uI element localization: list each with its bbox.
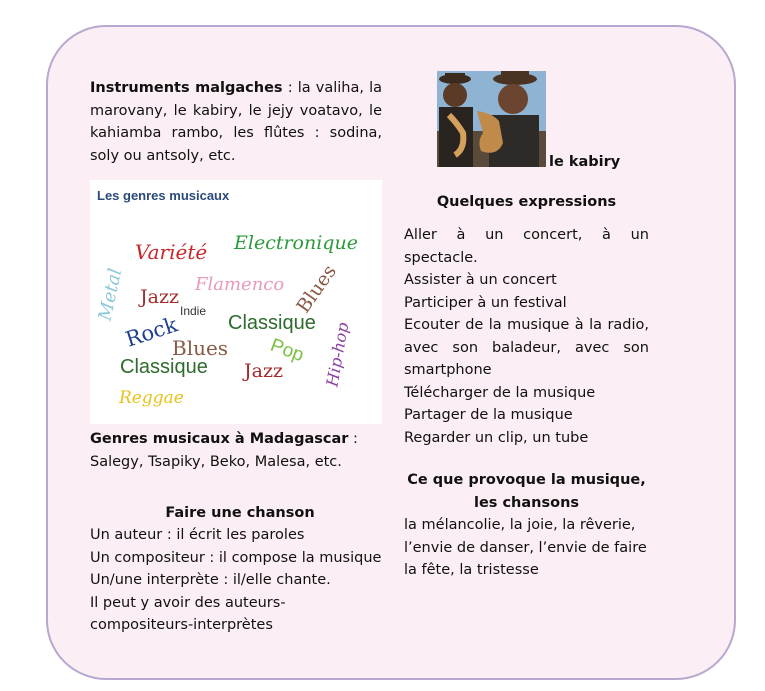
word-classique-2: Classique <box>120 356 208 378</box>
provoque-text: la mélancolie, la joie, la rêverie, l’envie de danser, l’envie de faire la fête, la tristesse <box>404 517 647 578</box>
chanson-line: Un/une interprète : il/elle chante. <box>90 572 331 588</box>
expression-line: Regarder un clip, un tube <box>404 429 589 446</box>
instruments-heading: Instruments malgaches <box>90 80 283 96</box>
word-classique-1: Classique <box>228 312 316 334</box>
expression-line: Partager de la musique <box>404 407 573 423</box>
expression-line: Participer à un festival <box>404 294 567 311</box>
wordcloud-title: Les genres musicaux <box>97 188 230 203</box>
expression-line: Assister à un concert <box>404 272 557 288</box>
expression-line: Télécharger de la musique <box>404 384 596 401</box>
chanson-line: Un compositeur : il compose la musique <box>90 549 382 566</box>
kabiry-photo-illustration <box>437 71 546 167</box>
chanson-line: Il peut y avoir des auteurs-compositeurs-interprètes <box>90 594 286 633</box>
genres-text: : Salegy, Tsapiky, Beko, Malesa, etc. <box>90 431 358 470</box>
genres-paragraph <box>90 428 385 473</box>
kabiry-photo <box>437 71 546 167</box>
chanson-line: Un auteur : il écrit les paroles <box>90 527 305 543</box>
expression-line: Aller à un concert, à un spectacle. <box>404 227 649 266</box>
expression-line: Ecouter de la musique à la radio, avec son baladeur, avec son smartphone <box>404 317 649 378</box>
provoque-heading: Ce que provoque la musique, les chansons <box>407 472 646 511</box>
word-flamenco: Flamenco <box>195 274 285 295</box>
instruments-paragraph <box>90 77 382 167</box>
genres-heading: Genres musicaux à Madagascar <box>90 431 349 447</box>
chanson-list <box>90 524 395 637</box>
expressions-list <box>404 224 649 449</box>
word-rock: Rock <box>122 312 181 352</box>
word-jazz-1: Jazz <box>140 286 179 308</box>
chanson-heading: Faire une chanson <box>165 505 315 521</box>
word-hiphop: Hip-hop <box>322 320 353 389</box>
word-pop: Pop <box>267 334 307 367</box>
word-metal: Metal <box>94 266 127 323</box>
word-jazz-2: Jazz <box>244 360 283 382</box>
genres-wordcloud-image <box>90 180 382 424</box>
photo-caption: le kabiry <box>549 154 621 170</box>
word-variete: Variété <box>135 240 208 264</box>
word-blues-rotated: Blues <box>292 260 341 318</box>
word-electronique: Electronique <box>234 232 358 254</box>
word-reggae: Reggae <box>119 388 184 408</box>
expressions-heading: Quelques expressions <box>436 194 617 210</box>
instruments-text: : la valiha, la marovany, le kabiry, le jejy voatavo, le kahiamba rambo, les flûtes : sodina, soly ou antsoly, etc. <box>90 80 382 164</box>
word-indie: Indie <box>180 304 207 318</box>
word-blues: Blues <box>172 336 229 360</box>
